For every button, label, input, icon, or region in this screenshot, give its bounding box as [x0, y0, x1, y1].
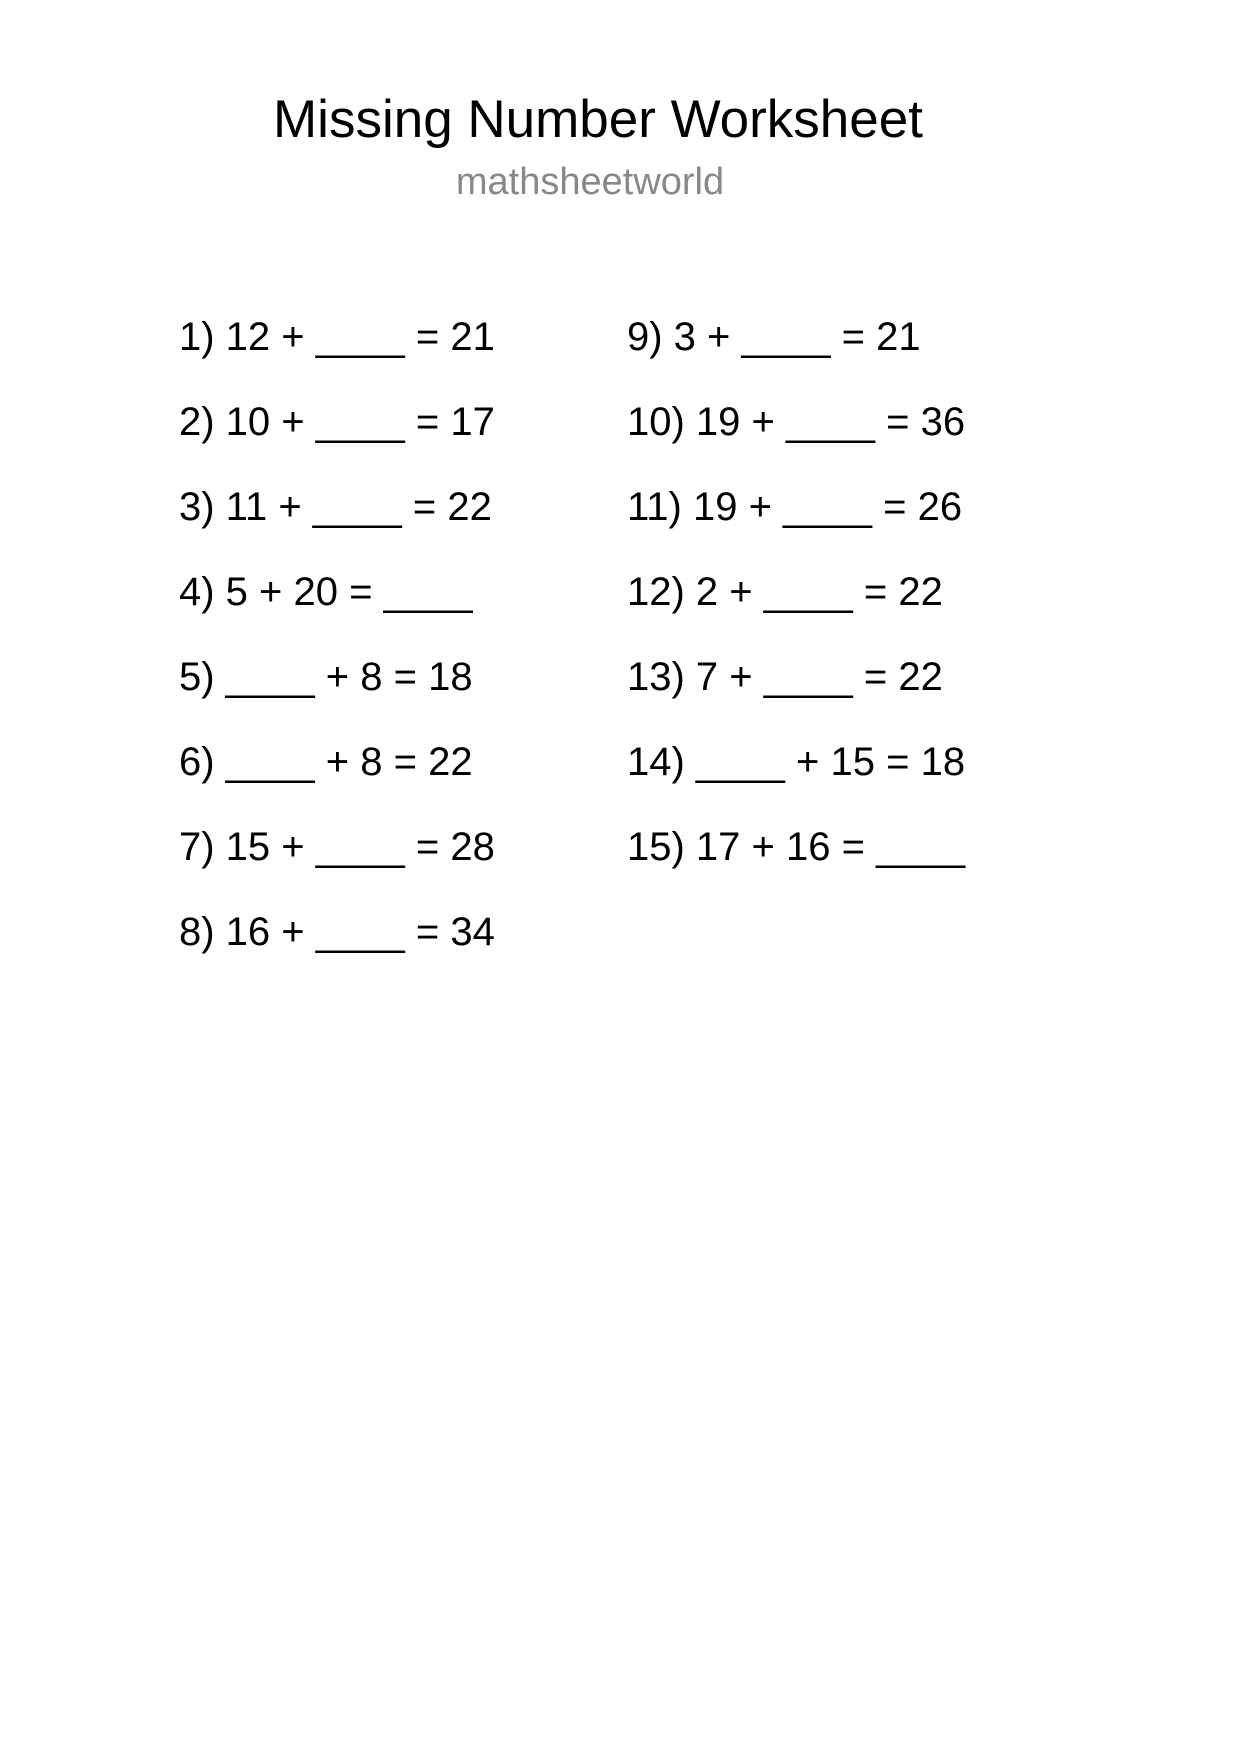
problem-3: 3) 11 + ____ = 22: [179, 485, 492, 529]
problem-5: 5) ____ + 8 = 18: [179, 655, 473, 699]
problems-column-left: [179, 312, 495, 992]
problem-14: 14) ____ + 15 = 18: [627, 740, 966, 784]
problem-4: 4) 5 + 20 = ____: [179, 570, 473, 614]
problem-2: 2) 10 + ____ = 17: [179, 400, 495, 444]
problem-15: 15) 17 + 16 = ____: [627, 825, 966, 869]
problem-7: 7) 15 + ____ = 28: [179, 825, 495, 869]
problem-11: 11) 19 + ____ = 26: [627, 485, 963, 529]
problem-12: 12) 2 + ____ = 22: [627, 570, 943, 614]
problem-1: 1) 12 + ____ = 21: [179, 315, 495, 359]
problem-8: 8) 16 + ____ = 34: [179, 910, 495, 954]
worksheet-subtitle: mathsheetworld: [455, 161, 725, 203]
problem-9: 9) 3 + ____ = 21: [627, 315, 921, 359]
problem-10: 10) 19 + ____ = 36: [627, 400, 966, 444]
problems-column-right: [627, 312, 965, 907]
problem-6: 6) ____ + 8 = 22: [179, 740, 473, 784]
worksheet-title: Missing Number Worksheet: [273, 90, 923, 149]
problem-13: 13) 7 + ____ = 22: [627, 655, 943, 699]
